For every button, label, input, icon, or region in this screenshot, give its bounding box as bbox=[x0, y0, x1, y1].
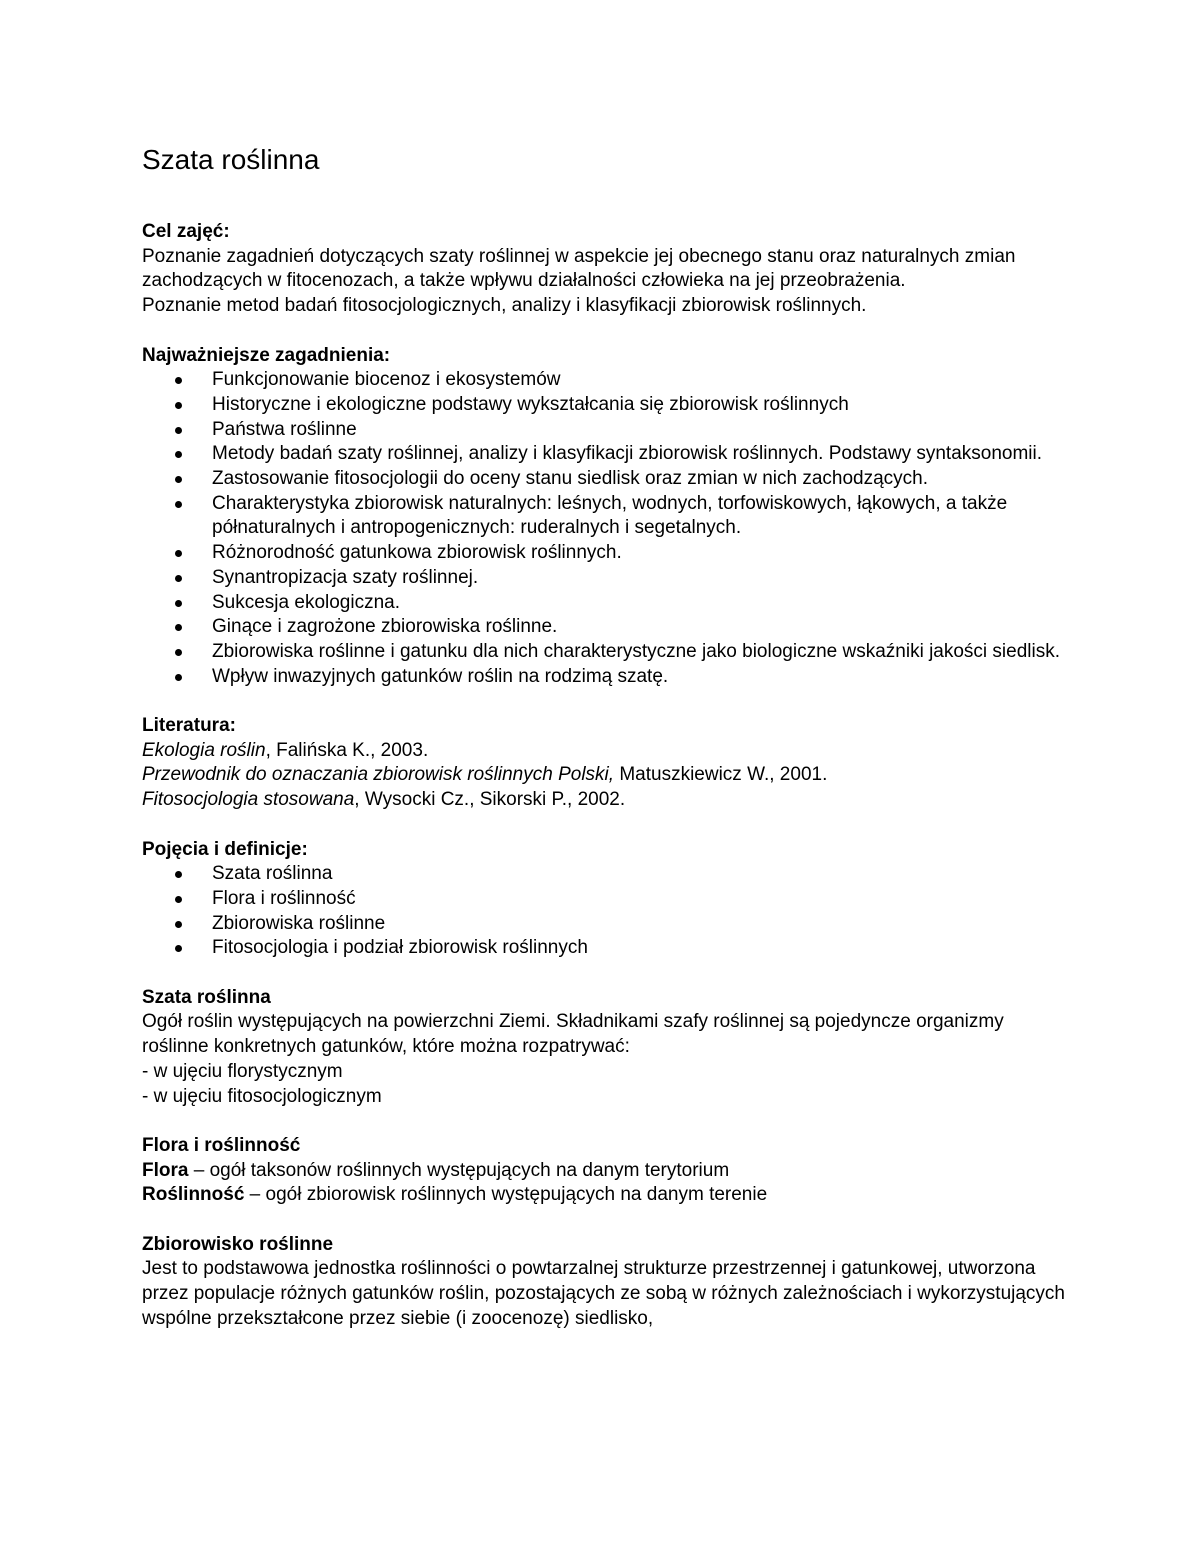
list-item: Charakterystyka zbiorowisk naturalnych: leśnych, wodnych, torfowiskowych, łąkowych, a także półnaturalnych i antropogenicznych: ruderalnych i segetalnych. bbox=[142, 492, 1072, 541]
list-item: Flora i roślinność bbox=[142, 887, 1072, 912]
flora-section bbox=[142, 1134, 1072, 1208]
cel-paragraph-1: Poznanie zagadnień dotyczących szaty roślinnej w aspekcie jej obecnego stanu oraz naturalnych zmian zachodzących w fitocenozach, a także wpływu działalności człowieka na jej przeobrażenia. bbox=[142, 245, 1016, 292]
literatura-author: Matuszkiewicz W., 2001. bbox=[614, 764, 828, 786]
list-item: Ginące i zagrożone zbiorowiska roślinne. bbox=[142, 615, 1072, 640]
bullet-icon bbox=[175, 871, 182, 878]
pojecia-heading: Pojęcia i definicje: bbox=[142, 838, 308, 860]
bullet-icon bbox=[175, 402, 182, 409]
list-item: Zbiorowiska roślinne i gatunku dla nich charakterystyczne jako biologiczne wskaźniki jakości siedlisk. bbox=[142, 640, 1072, 665]
flora-heading: Flora i roślinność bbox=[142, 1134, 301, 1156]
list-item: Metody badań szaty roślinnej, analizy i klasyfikacji zbiorowisk roślinnych. Podstawy syntaksonomii. bbox=[142, 442, 1072, 467]
list-item: Szata roślinna bbox=[142, 862, 1072, 887]
cel-heading: Cel zajęć: bbox=[142, 221, 230, 242]
literatura-heading: Literatura: bbox=[142, 715, 236, 737]
zbiorowisko-heading: Zbiorowisko roślinne bbox=[142, 1233, 334, 1255]
bullet-icon bbox=[175, 600, 182, 607]
zbiorowisko-section bbox=[142, 1233, 1072, 1332]
list-item: Fitosocjologia i podział zbiorowisk roślinnych bbox=[142, 936, 1072, 961]
document-page bbox=[142, 140, 1072, 1332]
cel-section bbox=[142, 220, 1072, 319]
szata-section bbox=[142, 986, 1072, 1110]
literatura-entry bbox=[142, 763, 1072, 788]
cel-paragraph-2: Poznanie metod badań fitosocjologicznych, analizy i klasyfikacji zbiorowisk roślinnych. bbox=[142, 295, 867, 317]
flora-definition bbox=[142, 1159, 1072, 1184]
definition-text: – ogół taksonów roślinnych występujących na danym terytorium bbox=[188, 1159, 730, 1181]
list-item: Wpływ inwazyjnych gatunków roślin na rodzimą szatę. bbox=[142, 665, 1072, 690]
literatura-author: , Wysocki Cz., Sikorski P., 2002. bbox=[354, 789, 626, 811]
list-item: Państwa roślinne bbox=[142, 418, 1072, 443]
bullet-icon bbox=[175, 945, 182, 952]
szata-heading: Szata roślinna bbox=[142, 986, 271, 1008]
literatura-section bbox=[142, 714, 1072, 813]
pojecia-section bbox=[142, 838, 1072, 962]
roslinnosc-definition bbox=[142, 1183, 1072, 1208]
bullet-icon bbox=[175, 476, 182, 483]
pojecia-list bbox=[142, 862, 1072, 961]
list-item: Funkcjonowanie biocenoz i ekosystemów bbox=[142, 368, 1072, 393]
bullet-icon bbox=[175, 451, 182, 458]
zbiorowisko-paragraph: Jest to podstawowa jednostka roślinności o powtarzalnej strukturze przestrzennej i gatunkowej, utworzona przez populacje różnych gatunków roślin, pozostających ze sobą w różnych zależnościach i wykorzystujących wspólne przekształcone przez siebie (i zoocenozę) siedlisko, bbox=[142, 1258, 1065, 1329]
bullet-icon bbox=[175, 377, 182, 384]
literatura-title: Ekologia roślin bbox=[142, 739, 266, 761]
list-item: Sukcesja ekologiczna. bbox=[142, 591, 1072, 616]
szata-line: - w ujęciu fitosocjologicznym bbox=[142, 1085, 382, 1107]
literatura-title: Fitosocjologia stosowana bbox=[142, 789, 355, 811]
bullet-icon bbox=[175, 896, 182, 903]
definition-term: Roślinność bbox=[142, 1184, 245, 1206]
bullet-icon bbox=[175, 624, 182, 631]
bullet-icon bbox=[175, 575, 182, 582]
bullet-icon bbox=[175, 674, 182, 681]
list-item: Zbiorowiska roślinne bbox=[142, 912, 1072, 937]
literatura-title: Przewodnik do oznaczania zbiorowisk roślinnych Polski, bbox=[142, 764, 615, 786]
bullet-icon bbox=[175, 550, 182, 557]
page-title: Szata roślinna bbox=[142, 144, 320, 175]
zagadnienia-heading: Najważniejsze zagadnienia: bbox=[142, 344, 391, 366]
literatura-author: , Falińska K., 2003. bbox=[265, 739, 429, 761]
list-item: Historyczne i ekologiczne podstawy wykształcania się zbiorowisk roślinnych bbox=[142, 393, 1072, 418]
bullet-icon bbox=[175, 921, 182, 928]
zagadnienia-list bbox=[142, 368, 1072, 689]
list-item: Różnorodność gatunkowa zbiorowisk roślinnych. bbox=[142, 541, 1072, 566]
list-item: Synantropizacja szaty roślinnej. bbox=[142, 566, 1072, 591]
definition-text: – ogół zbiorowisk roślinnych występujących na danym terenie bbox=[244, 1184, 768, 1206]
zagadnienia-section bbox=[142, 344, 1072, 690]
literatura-entry bbox=[142, 788, 1072, 813]
list-item: Zastosowanie fitosocjologii do oceny stanu siedlisk oraz zmian w nich zachodzących. bbox=[142, 467, 1072, 492]
bullet-icon bbox=[175, 649, 182, 656]
bullet-icon bbox=[175, 427, 182, 434]
szata-paragraph: Ogół roślin występujących na powierzchni Ziemi. Składnikami szafy roślinnej są pojedyncze organizmy roślinne konkretnych gatunków, które można rozpatrywać: bbox=[142, 1011, 1004, 1058]
szata-line: - w ujęciu florystycznym bbox=[142, 1060, 343, 1082]
literatura-entry bbox=[142, 739, 1072, 764]
bullet-icon bbox=[175, 501, 182, 508]
definition-term: Flora bbox=[142, 1159, 189, 1181]
